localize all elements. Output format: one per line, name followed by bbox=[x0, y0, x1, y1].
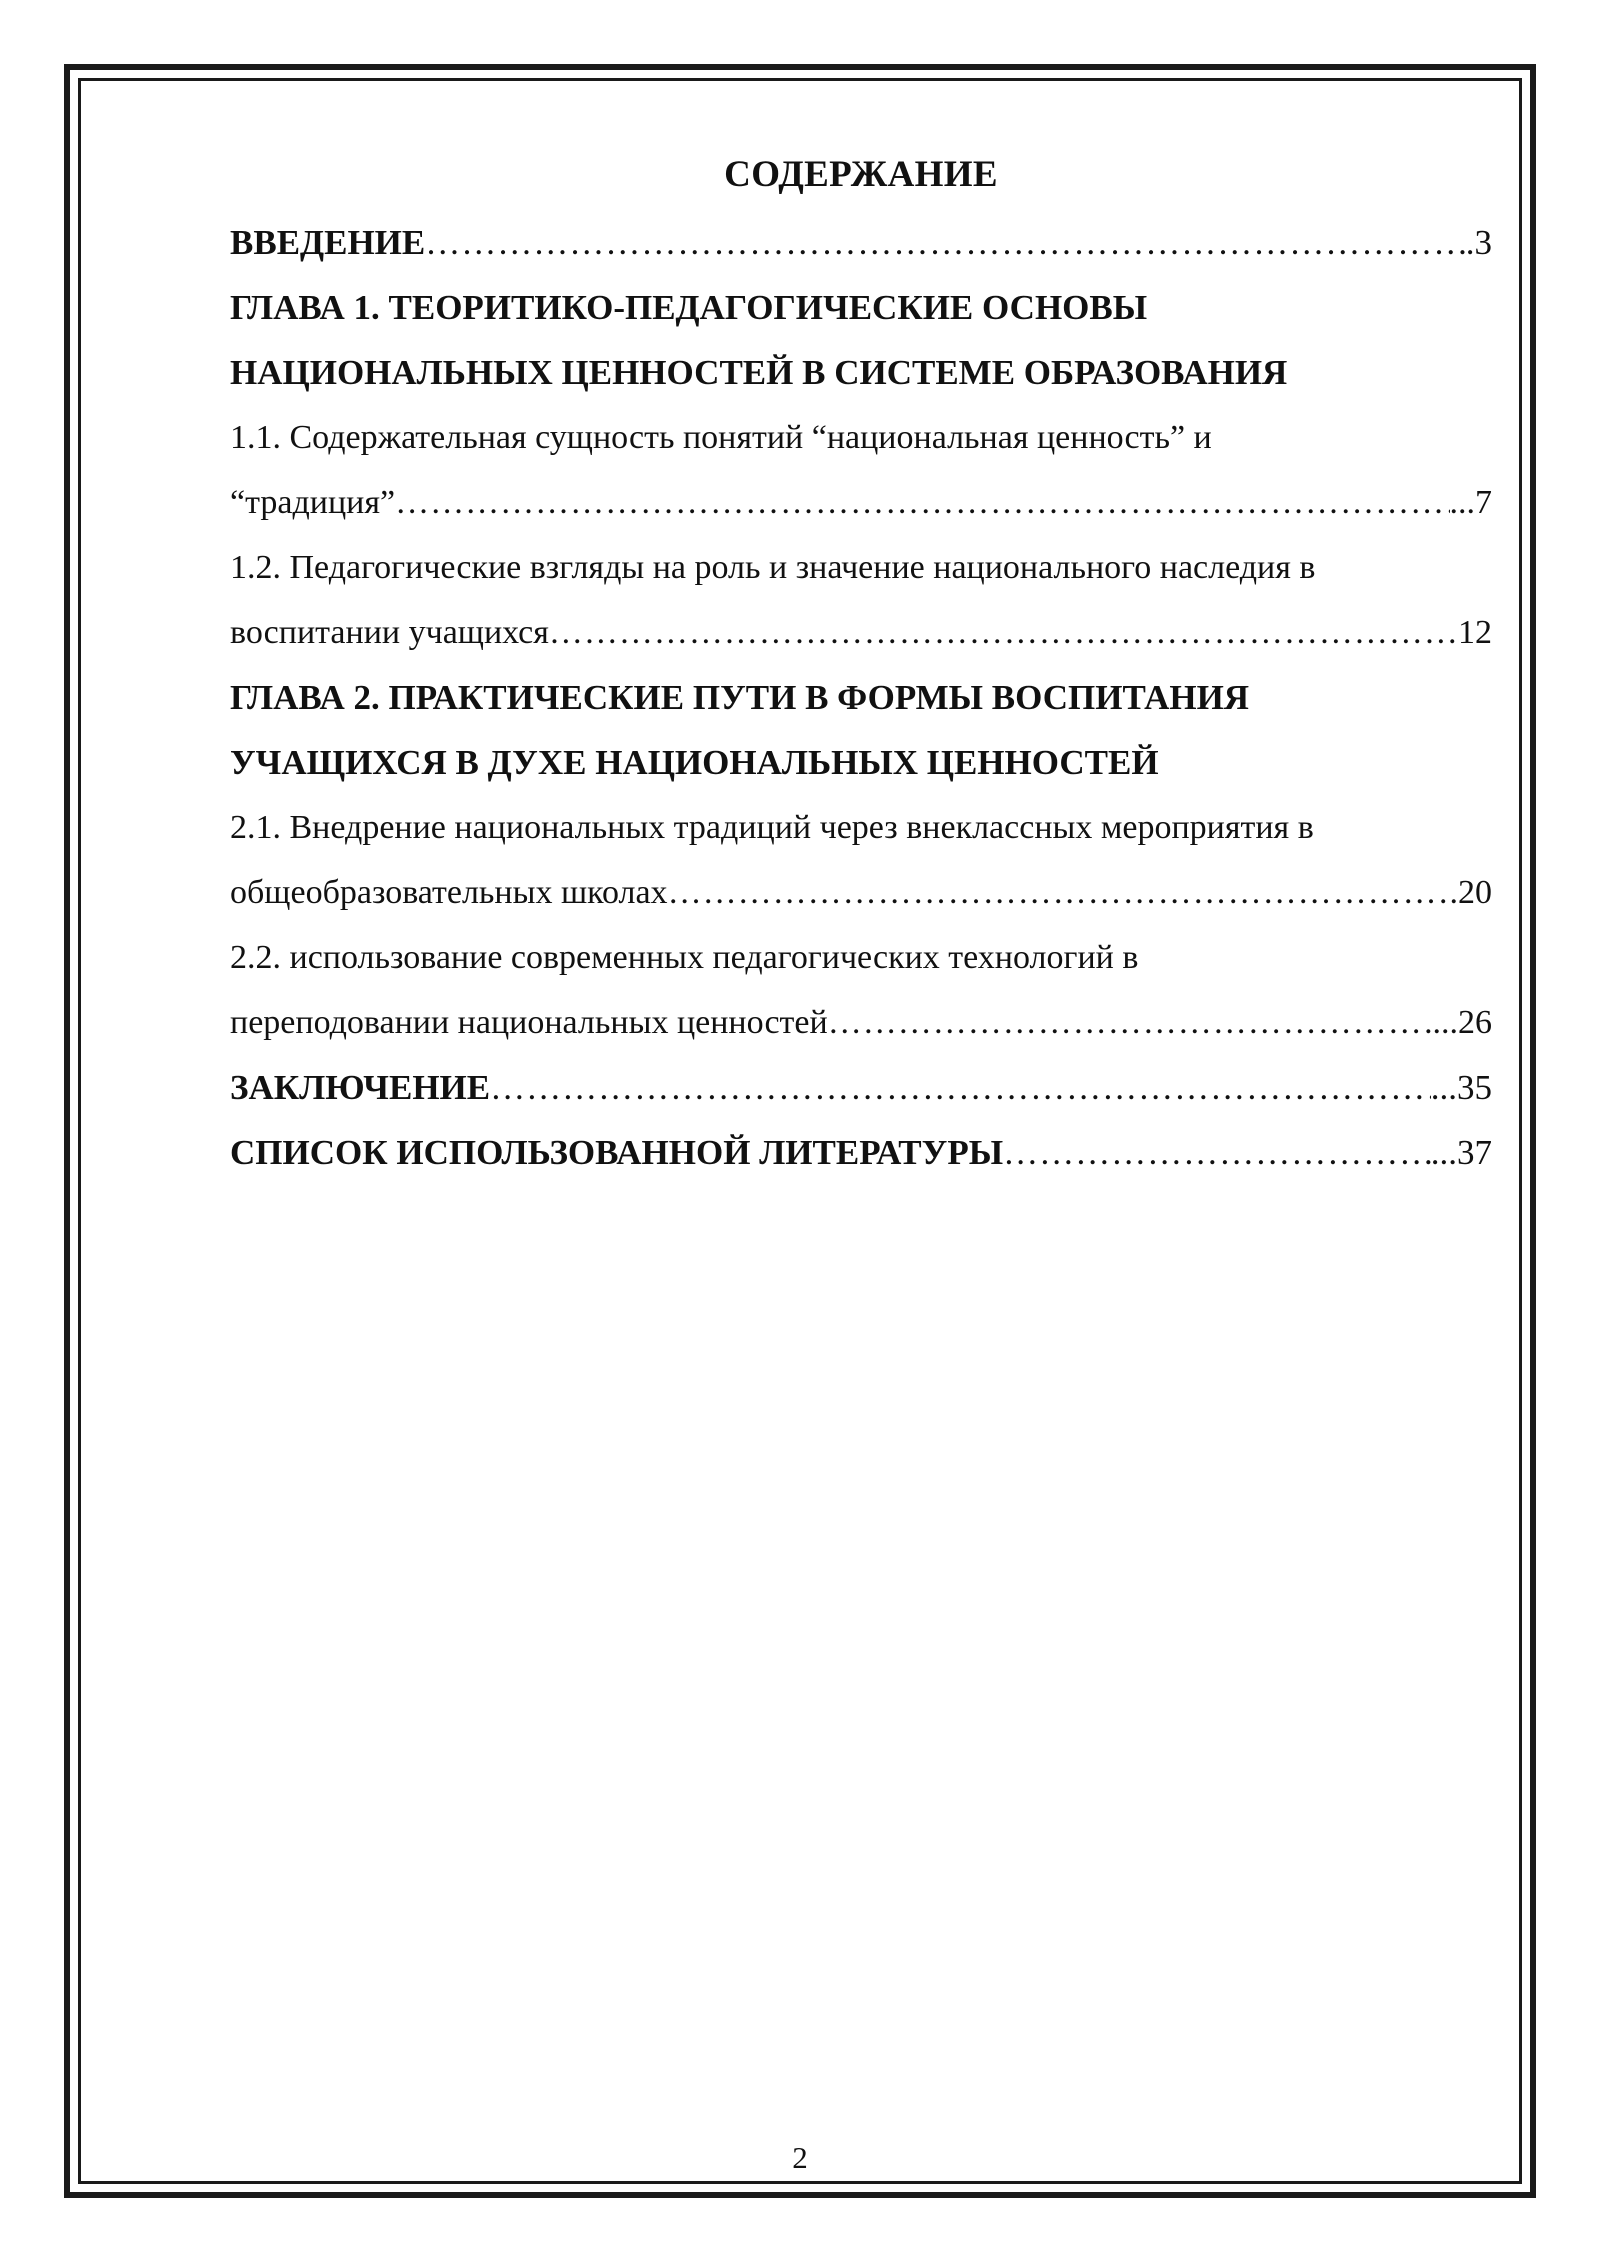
dot-leader bbox=[1003, 1120, 1431, 1185]
toc-section-1-1-line-1: 1.1. Содержательная сущность понятий “национальная ценность” и bbox=[230, 419, 1212, 456]
toc-section-2-2-line-1: 2.2. использование современных педагогических технологий в bbox=[230, 939, 1139, 976]
toc-section-1-2-line-2 bbox=[230, 600, 1492, 665]
toc-section-2-1-line-2 bbox=[230, 860, 1492, 925]
dot-leader bbox=[668, 860, 1450, 925]
dot-leader bbox=[425, 210, 1465, 275]
toc-entry-conclusion bbox=[230, 1055, 1492, 1120]
toc-page-number: ...35 bbox=[1430, 1068, 1492, 1107]
toc-entry-text: воспитании учащихся bbox=[230, 614, 549, 651]
toc-page-number: ...26 bbox=[1432, 1004, 1492, 1041]
toc-entry-text: ЗАКЛЮЧЕНИЕ bbox=[230, 1068, 491, 1107]
toc-section-1-2-line-1: 1.2. Педагогические взгляды на роль и значение национального наследия в bbox=[230, 549, 1316, 586]
dot-leader bbox=[490, 1055, 1431, 1120]
toc-entry-text: СПИСОК ИСПОЛЬЗОВАННОЙ ЛИТЕРАТУРЫ bbox=[230, 1133, 1004, 1172]
toc-section-1-1-line-2 bbox=[230, 470, 1492, 535]
toc-title: СОДЕРЖАНИЕ bbox=[724, 154, 998, 195]
toc-chapter-1-line-1: ГЛАВА 1. ТЕОРИТИКО-ПЕДАГОГИЧЕСКИЕ ОСНОВЫ bbox=[230, 288, 1148, 327]
toc-page-number: 12 bbox=[1458, 614, 1492, 651]
toc-chapter-1-line-2: НАЦИОНАЛЬНЫХ ЦЕННОСТЕЙ В СИСТЕМЕ ОБРАЗОВАНИЯ bbox=[230, 353, 1288, 392]
page-number: 2 bbox=[792, 2140, 808, 2175]
toc-page-number: .20 bbox=[1449, 874, 1492, 911]
toc-entry-text: переподовании национальных ценностей bbox=[230, 1004, 828, 1041]
toc-entry-introduction bbox=[230, 210, 1492, 275]
toc-entry-references bbox=[230, 1120, 1492, 1185]
toc-page-number: ...37 bbox=[1430, 1133, 1492, 1172]
toc-entry-text: ВВЕДЕНИЕ bbox=[230, 223, 426, 262]
toc-page-number: ...7 bbox=[1449, 484, 1492, 521]
toc-section-2-2-line-2 bbox=[230, 990, 1492, 1055]
toc-chapter-2-line-2: УЧАЩИХСЯ В ДУХЕ НАЦИОНАЛЬНЫХ ЦЕННОСТЕЙ bbox=[230, 743, 1159, 782]
table-of-contents bbox=[230, 145, 1492, 1185]
toc-page-number: .3 bbox=[1465, 223, 1492, 262]
dot-leader bbox=[828, 990, 1433, 1055]
toc-section-2-1-line-1: 2.1. Внедрение национальных традиций через внеклассных мероприятия в bbox=[230, 809, 1314, 846]
dot-leader bbox=[549, 600, 1458, 665]
toc-entry-text: “традиция” bbox=[230, 484, 396, 521]
dot-leader bbox=[395, 470, 1449, 535]
toc-chapter-2-line-1: ГЛАВА 2. ПРАКТИЧЕСКИЕ ПУТИ В ФОРМЫ ВОСПИТАНИЯ bbox=[230, 678, 1250, 717]
toc-entry-text: общеобразовательных школах bbox=[230, 874, 668, 911]
